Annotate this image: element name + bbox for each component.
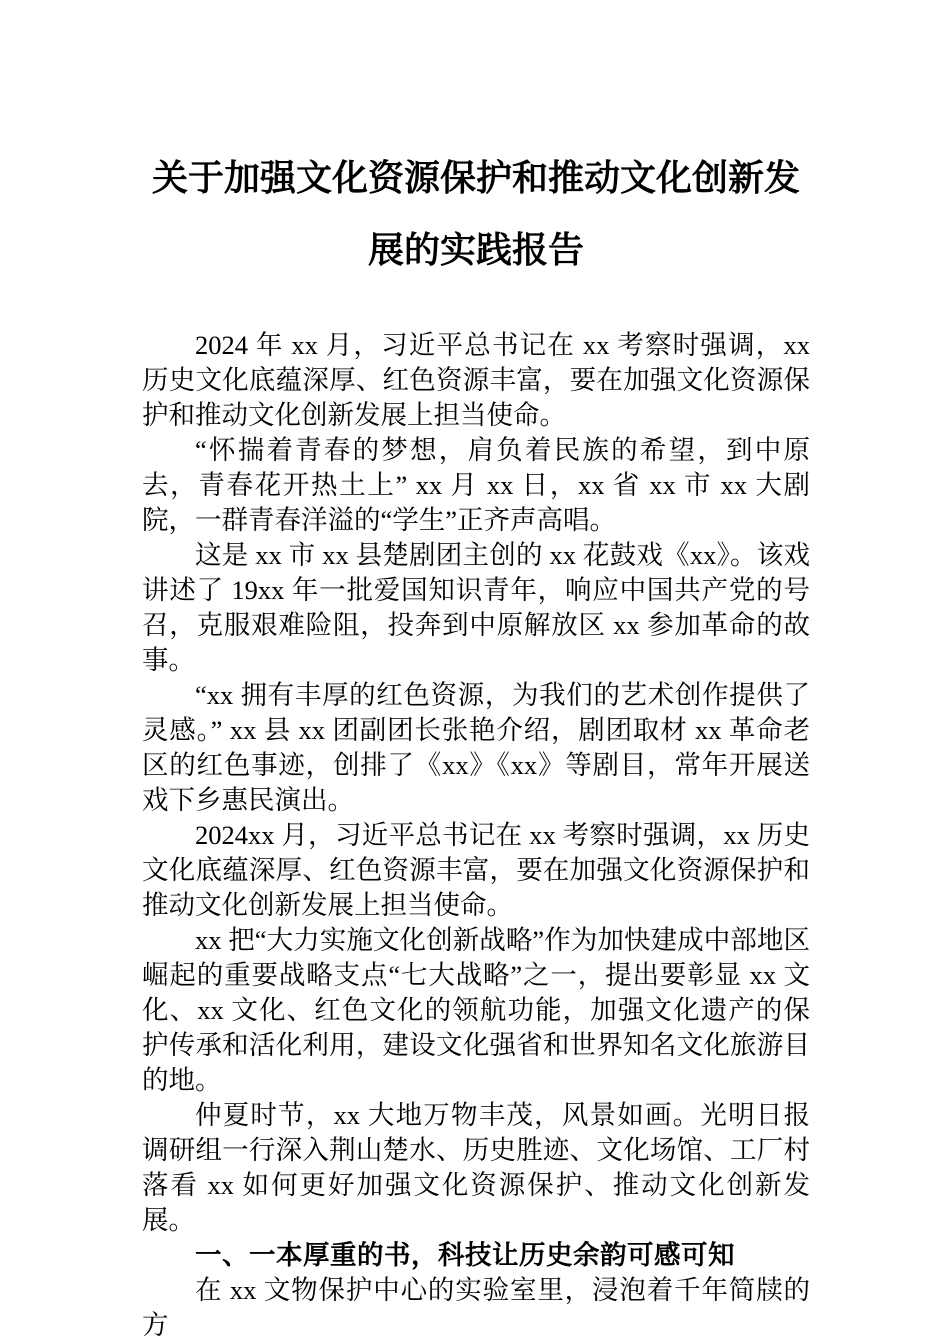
paragraph-intro: 2024 年 xx 月，习近平总书记在 xx 考察时强调，xx 历史文化底蕴深厚、红色资源丰富，要在加强文化资源保护和推动文化创新发展上担当使命。 bbox=[142, 330, 810, 430]
document-body bbox=[142, 328, 810, 1343]
paragraph-opera-description: 这是 xx 市 xx 县楚剧团主创的 xx 花鼓戏《xx》。该戏讲述了 19xx 年一批爱国知识青年，响应中国共产党的号召，克服艰难险阻，投奔到中原解放区 xx 参加革命的故事。 bbox=[142, 540, 810, 675]
section-heading-one: 一、一本厚重的书，科技让历史余韵可感可知 bbox=[195, 1240, 735, 1270]
document-title: 关于加强文化资源保护和推动文化创新发展的实践报告 bbox=[151, 158, 800, 270]
paragraph-song-quote: “怀揣着青春的梦想，肩负着民族的希望，到中原去，青春花开热土上” xx 月 xx 日，xx 省 xx 市 xx 大剧院，一群青春洋溢的“学生”正齐声高唱。 bbox=[142, 435, 810, 535]
paragraph-research-trip: 仲夏时节，xx 大地万物丰茂，风景如画。光明日报调研组一行深入荆山楚水、历史胜迹、文化场馆、工厂村落看 xx 如何更好加强文化资源保护、推动文化创新发展。 bbox=[142, 1100, 810, 1235]
paragraph-strategy: xx 把“大力实施文化创新战略”作为加快建成中部地区崛起的重要战略支点“七大战略”之一，提出要彰显 xx 文化、xx 文化、红色文化的领航功能，加强文化遗产的保护传承和活化利用，建设文化强省和世界知名文化旅游目的地。 bbox=[142, 925, 810, 1095]
paragraph-lab-partial: 在 xx 文物保护中心的实验室里，浸泡着千年简牍的方 bbox=[142, 1275, 810, 1340]
paragraph-speech-repeat: 2024xx 月，习近平总书记在 xx 考察时强调，xx 历史文化底蕴深厚、红色资源丰富，要在加强文化资源保护和推动文化创新发展上担当使命。 bbox=[142, 820, 810, 920]
paragraph-troupe-quote: “xx 拥有丰厚的红色资源，为我们的艺术创作提供了灵感。” xx 县 xx 团副团长张艳介绍，剧团取材 xx 革命老区的红色事迹，创排了《xx》《xx》等剧目，常年开展送戏下乡惠民演出。 bbox=[142, 680, 810, 815]
